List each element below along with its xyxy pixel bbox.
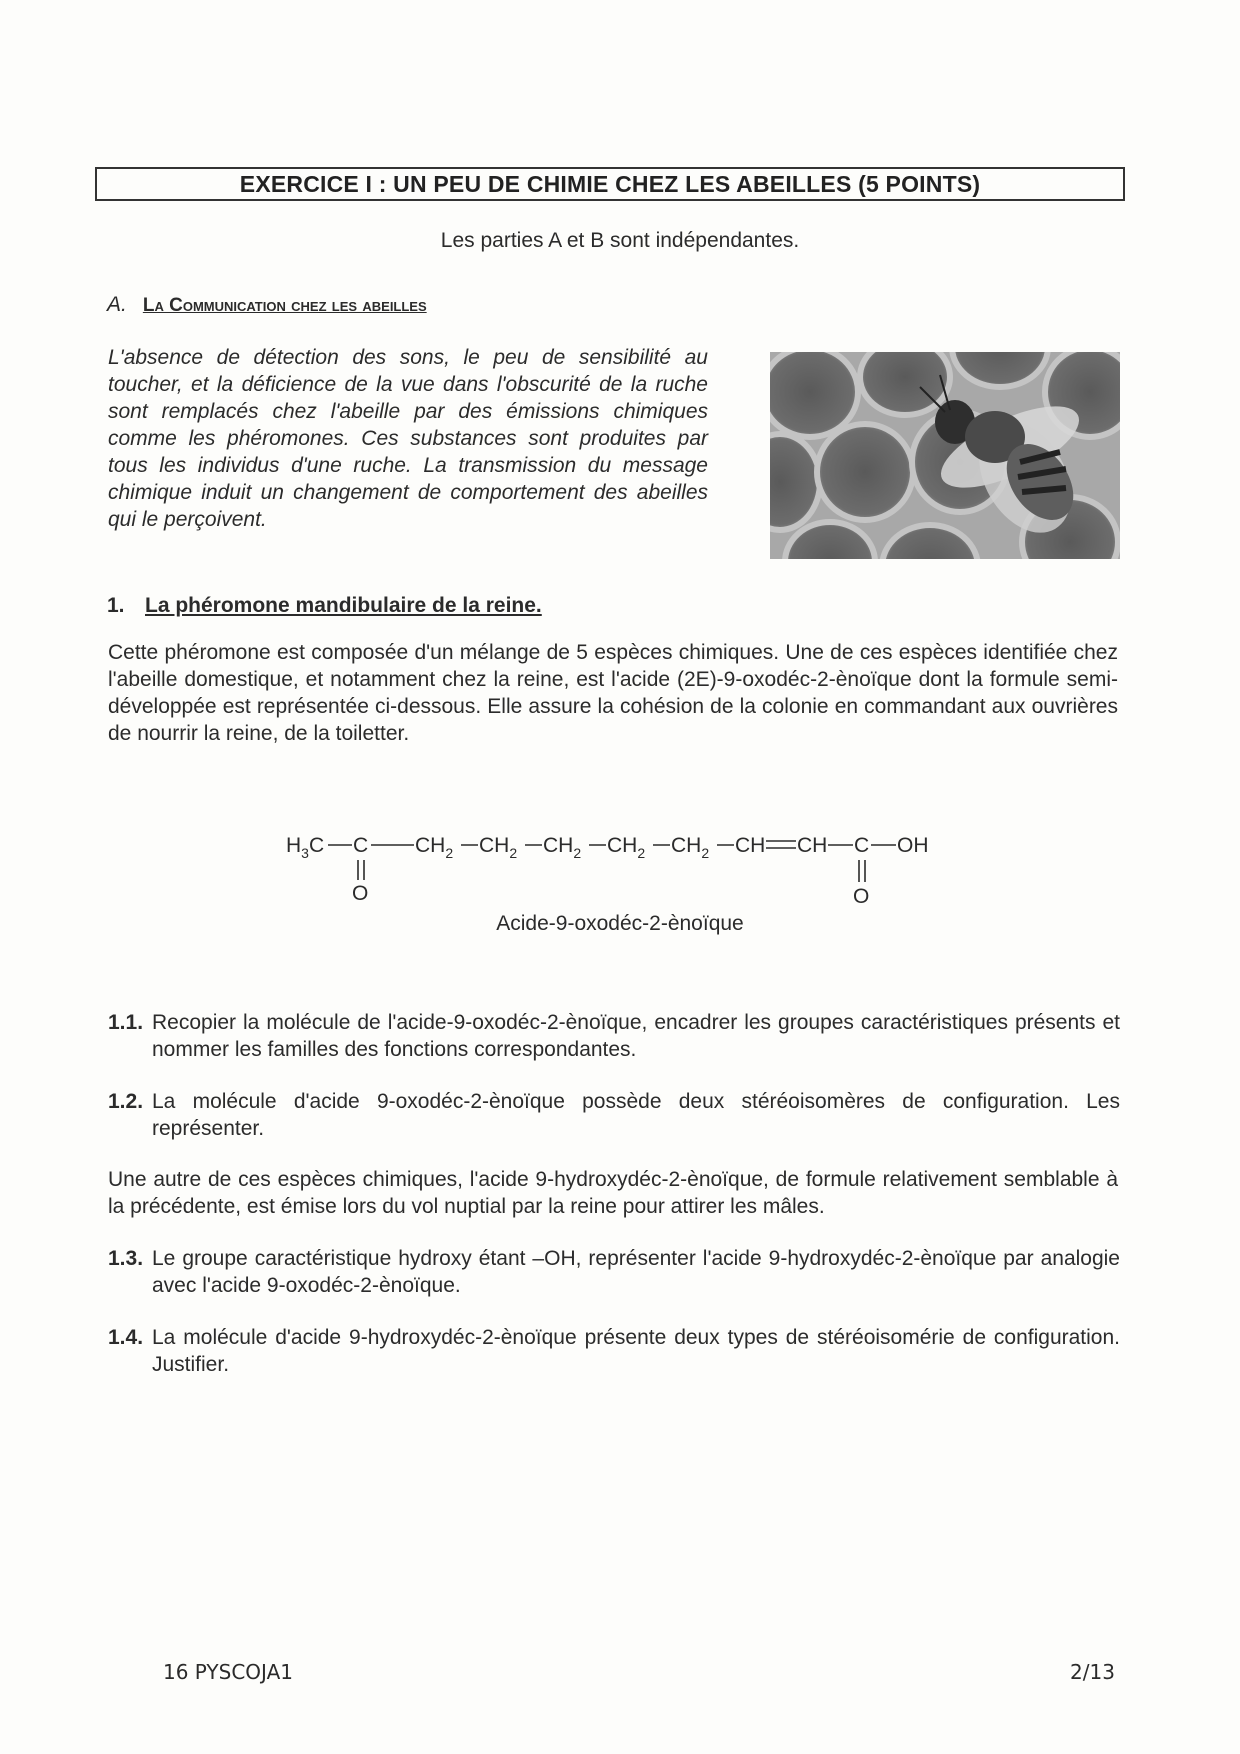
pheromone-paragraph: Cette phéromone est composée d'un mélange de 5 espèces chimiques. Une de ces espèces identifiée chez l'abeille domestique, et notamment chez la reine, est l'acide (2E)-9-oxodéc-2-ènoïque dont la formule semi-développée est représentée ci-dessous. Elle assure la cohésion de la colonie en commandant aux ouvrières de nourrir la reine, de la toiletter. bbox=[108, 641, 1118, 745]
question-1-2-text: La molécule d'acide 9-oxodéc-2-ènoïque possède deux stéréoisomères de configuration. Les représenter. bbox=[152, 1090, 1120, 1140]
ch2-group-2: $CH_2$ bbox=[479, 834, 518, 861]
ch2-group-1: $CH_2$ bbox=[415, 834, 454, 861]
acid-oxygen: O bbox=[853, 885, 870, 908]
question-1-1 bbox=[108, 1009, 1120, 1063]
footer-page-number: 2/13 bbox=[1070, 1660, 1115, 1684]
ch2-group-5: $CH_2$ bbox=[671, 834, 710, 861]
ketone-oxygen: O bbox=[352, 882, 369, 905]
question-1-number: 1. bbox=[107, 594, 125, 617]
section-a-letter: A. bbox=[107, 293, 127, 316]
ch2-group-3: $CH_2$ bbox=[543, 834, 582, 861]
question-1-1-text: Recopier la molécule de l'acide-9-oxodéc-2-ènoïque, encadrer les groupes caractéristiques présents et nommer les familles des fonctions correspondantes. bbox=[152, 1011, 1120, 1061]
question-1-3 bbox=[108, 1245, 1120, 1299]
molecule-caption: Acide-9-oxodéc-2-ènoïque bbox=[496, 912, 744, 935]
intro-paragraph: L'absence de détection des sons, le peu de sensibilité au toucher, et la déficience de la vue dans l'obscurité de la ruche sont remplacés chez l'abeille par des émissions chimiques comme les phéromones. Ces substances sont produites par tous les individus d'une ruche. La transmission du message chimique induit un changement de comportement des abeilles qui le perçoivent. bbox=[108, 346, 708, 531]
ch2-group-4: $CH_2$ bbox=[607, 834, 646, 861]
exercise-title: EXERCICE I : UN PEU DE CHIMIE CHEZ LES ABEILLES (5 POINTS) bbox=[95, 167, 1125, 201]
acid-carbon: C bbox=[854, 834, 870, 857]
alkene-ch-2: CH bbox=[797, 834, 828, 857]
question-1-4 bbox=[108, 1324, 1120, 1378]
footer-code: 16 PYSCOJA1 bbox=[163, 1660, 293, 1684]
ketone-carbon: C bbox=[353, 834, 369, 857]
alkene-ch-1: CH bbox=[735, 834, 766, 857]
question-1-4-text: La molécule d'acide 9-hydroxydéc-2-ènoïque présente deux types de stéréoisomérie de configuration. Justifier. bbox=[152, 1326, 1120, 1376]
bee-on-honeycomb-photo bbox=[770, 352, 1120, 559]
h3c-group: $H_3C$ bbox=[286, 834, 325, 861]
question-1-2-number: 1.2. bbox=[108, 1090, 144, 1113]
other-species-paragraph: Une autre de ces espèces chimiques, l'acide 9-hydroxydéc-2-ènoïque, de formule relativement semblable à la précédente, est émise lors du vol nuptial par la reine pour attirer les mâles. bbox=[108, 1168, 1118, 1218]
question-1-1-number: 1.1. bbox=[108, 1011, 144, 1034]
hydroxyl-group: OH bbox=[897, 834, 929, 857]
question-1-4-number: 1.4. bbox=[108, 1326, 144, 1349]
exercise-subtitle: Les parties A et B sont indépendantes. bbox=[440, 229, 800, 252]
question-1-3-number: 1.3. bbox=[108, 1247, 144, 1270]
question-1-title: La phéromone mandibulaire de la reine. bbox=[145, 594, 542, 617]
question-1-3-text: Le groupe caractéristique hydroxy étant –OH, représenter l'acide 9-hydroxydéc-2-ènoïque par analogie avec l'acide 9-oxodéc-2-ènoïque. bbox=[152, 1247, 1120, 1297]
question-1-2 bbox=[108, 1088, 1120, 1142]
section-a-heading bbox=[107, 293, 427, 317]
section-a-title: La Communication chez les abeilles bbox=[142, 295, 427, 316]
question-1-heading bbox=[107, 594, 542, 618]
